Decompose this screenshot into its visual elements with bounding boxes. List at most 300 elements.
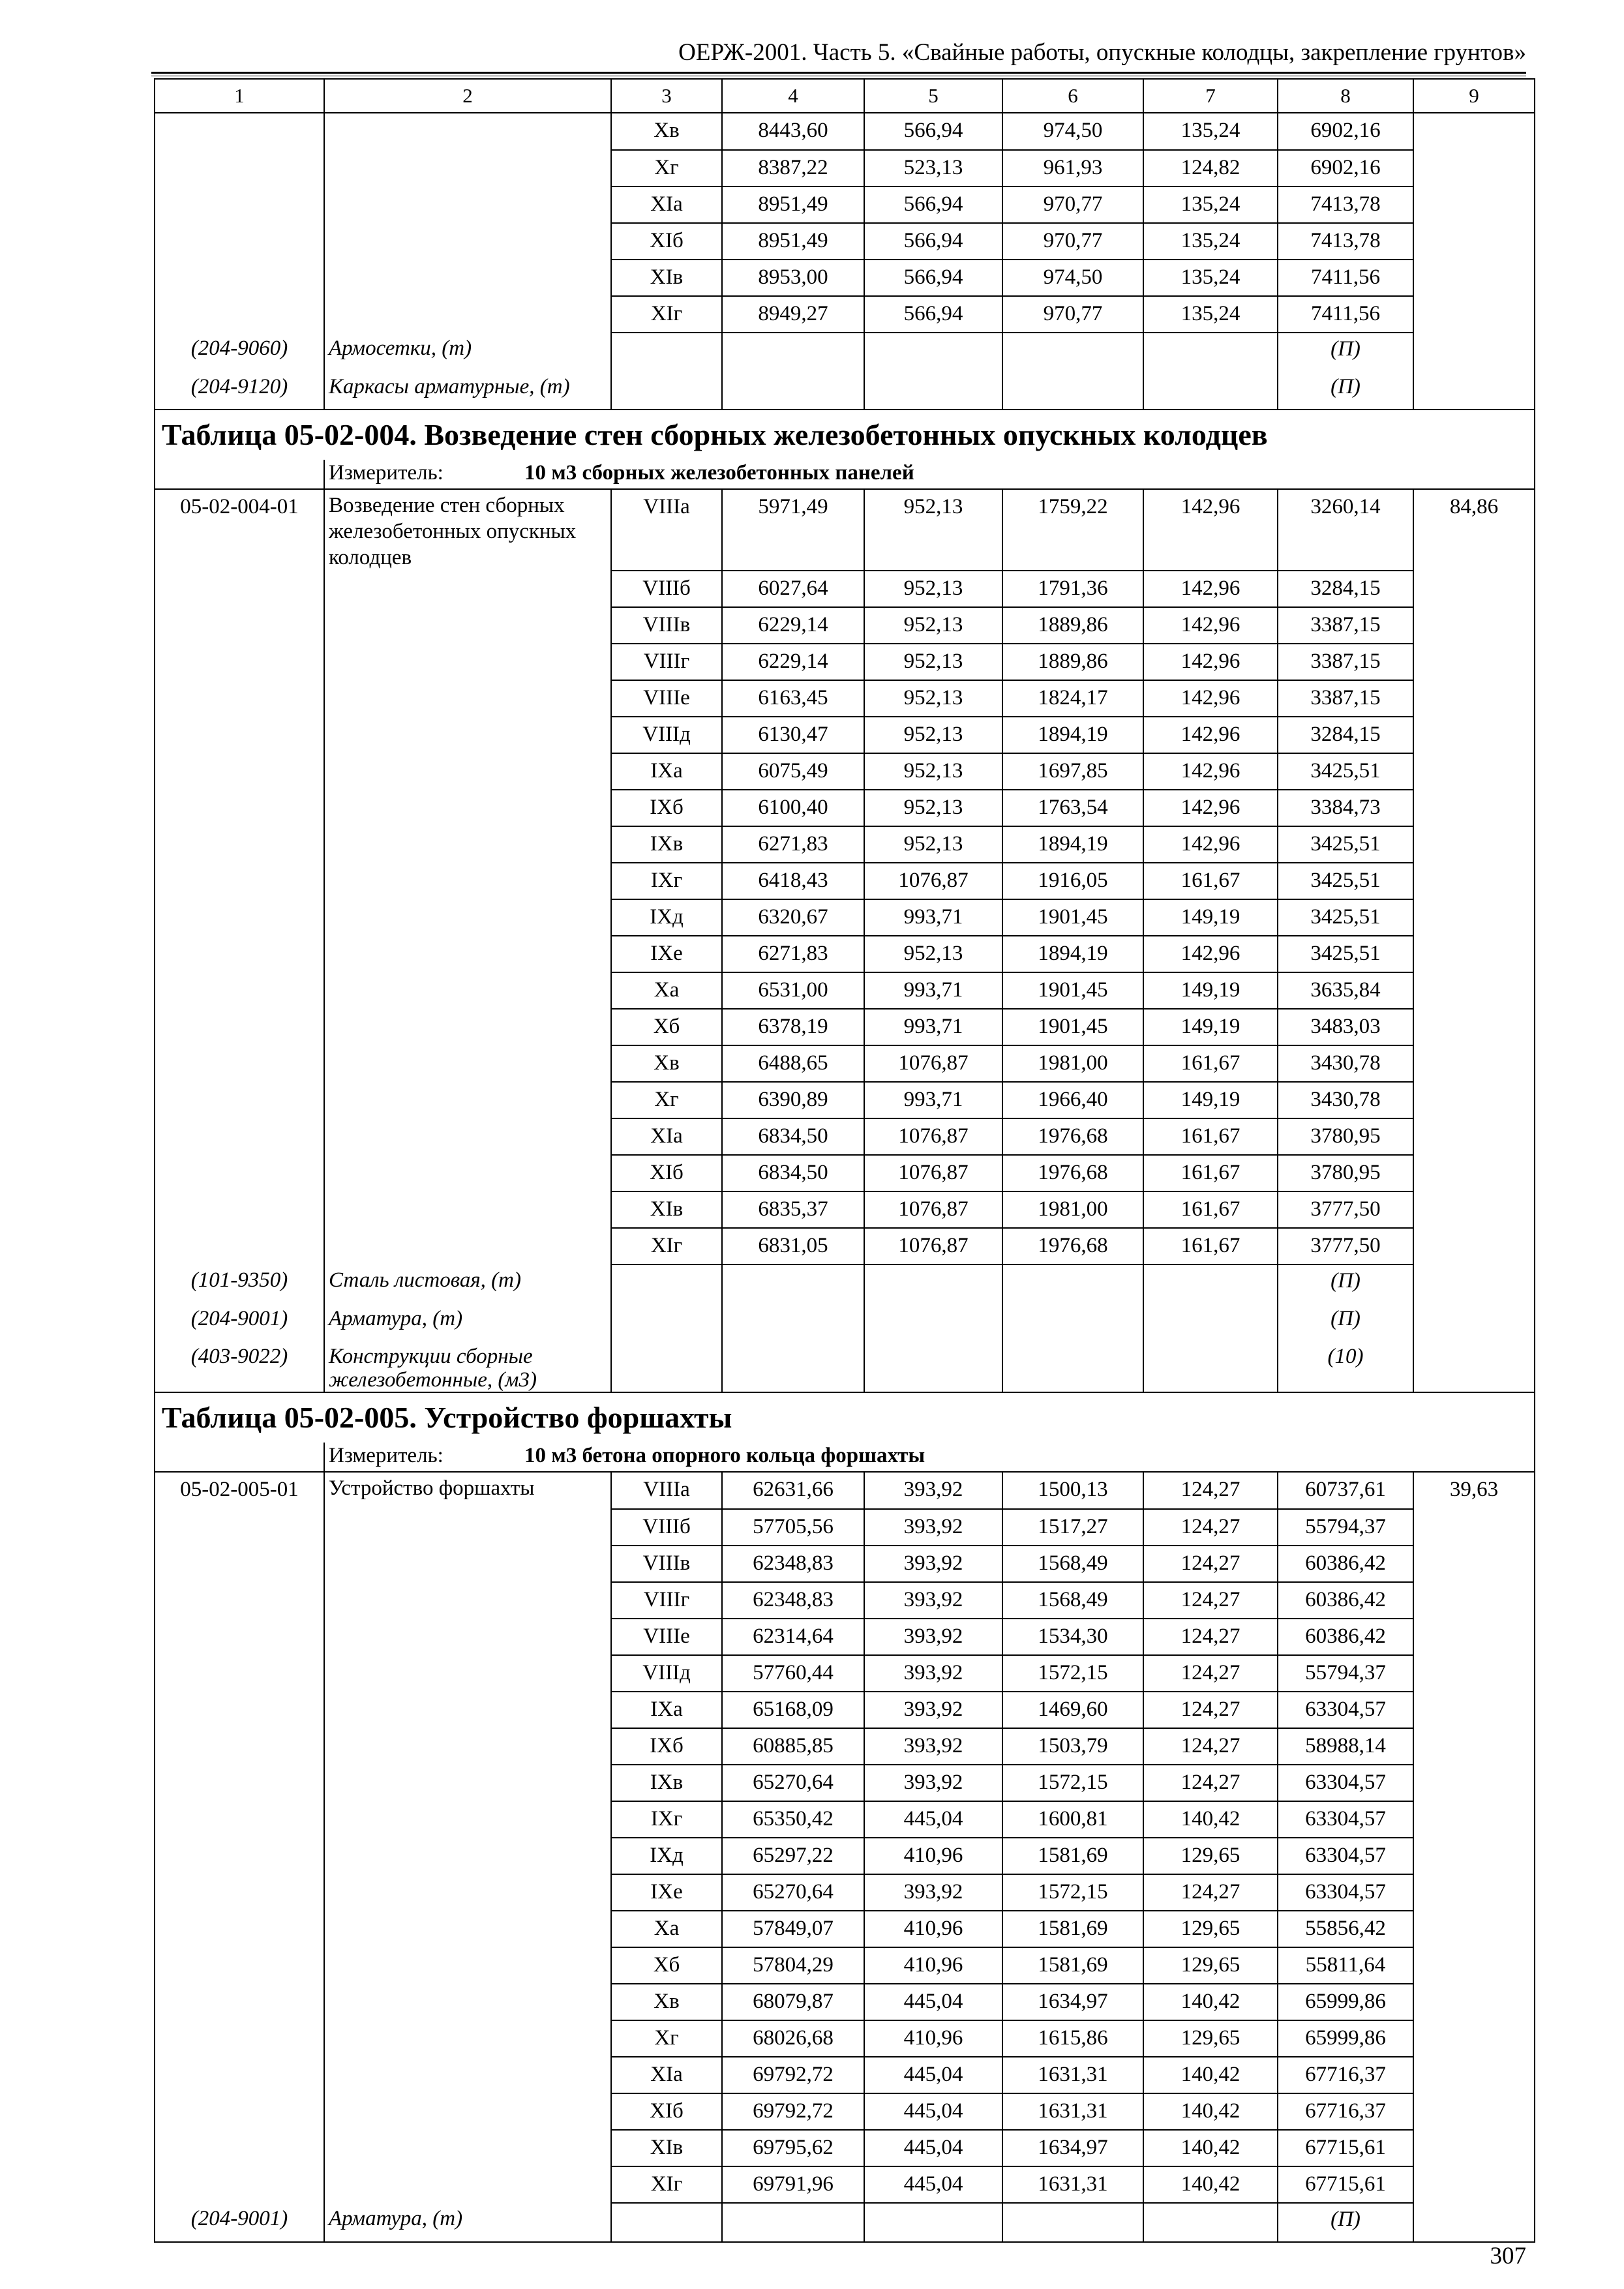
value-cell: 6229,14 [722,607,864,644]
value-cell: 124,27 [1143,1874,1278,1911]
unit-spacer [155,460,324,489]
column-number: 2 [324,79,611,113]
value-cell: 124,27 [1143,1509,1278,1546]
col9-cell [1413,972,1535,1009]
resource-value: (П) [1278,1264,1413,1303]
col9-cell [1413,1947,1535,1984]
column-number: 3 [611,79,722,113]
empty-cell [1002,333,1143,371]
rate-name-cell [324,113,611,150]
value-cell: Хв [611,1984,722,2020]
value-cell: 8953,00 [722,260,864,296]
value-cell: 124,27 [1143,1728,1278,1765]
table-title-row [155,1392,1535,1443]
rate-code-cell [155,1191,324,1228]
value-cell: ХIб [611,1155,722,1191]
table-row [155,1984,1535,2020]
value-cell: 952,13 [864,489,1002,571]
value-cell: 1076,87 [864,1118,1002,1155]
table-row [155,1655,1535,1692]
rate-name-cell [324,1655,611,1692]
value-cell: 1631,31 [1002,2093,1143,2130]
empty-cell [1143,1341,1278,1392]
value-cell: Хв [611,1045,722,1082]
value-cell: 3430,78 [1278,1045,1413,1082]
table-row [155,1472,1535,1509]
value-cell: 3425,51 [1278,753,1413,790]
resource-code: (403-9022) [155,1341,324,1392]
value-cell: 149,19 [1143,1082,1278,1118]
rate-code-cell [155,644,324,680]
column-number: 4 [722,79,864,113]
col9-cell: 39,63 [1413,1472,1535,1509]
rate-name-cell [324,717,611,753]
table-row [155,2166,1535,2203]
resource-code: (101-9350) [155,1264,324,1303]
value-cell: ХIа [611,1118,722,1155]
value-cell: 1469,60 [1002,1692,1143,1728]
rate-code-cell [155,863,324,899]
col9-cell [1413,1228,1535,1264]
value-cell: IХг [611,1801,722,1838]
value-cell: Хв [611,113,722,150]
value-cell: 57849,07 [722,1911,864,1947]
rate-code-cell [155,2130,324,2166]
table-row [155,1009,1535,1045]
value-cell: 5971,49 [722,489,864,571]
value-cell: 124,27 [1143,1472,1278,1509]
empty-cell [1413,1303,1535,1341]
value-cell: 135,24 [1143,223,1278,260]
rate-name-cell [324,972,611,1009]
table-row [155,1082,1535,1118]
col9-cell [1413,1582,1535,1619]
rate-code-cell [155,1118,324,1155]
value-cell: 135,24 [1143,260,1278,296]
value-cell: 129,65 [1143,1947,1278,1984]
value-cell: 124,27 [1143,1546,1278,1582]
column-number: 9 [1413,79,1535,113]
value-cell: 6834,50 [722,1155,864,1191]
resource-name: Конструкции сборные железобетонные, (м3) [324,1341,611,1392]
rate-name-cell [324,826,611,863]
value-cell: 3425,51 [1278,826,1413,863]
rate-name-cell [324,1947,611,1984]
value-cell: 952,13 [864,717,1002,753]
value-cell: 57760,44 [722,1655,864,1692]
rate-name-cell [324,1546,611,1582]
table-row [155,2057,1535,2093]
table-row [155,1619,1535,1655]
value-cell: 970,77 [1002,296,1143,333]
rate-name-cell [324,1582,611,1619]
value-cell: 69791,96 [722,2166,864,2203]
empty-cell [611,2203,722,2242]
rate-code-cell [155,1082,324,1118]
rate-name-cell [324,1984,611,2020]
empty-cell [1002,1264,1143,1303]
rate-code-cell [155,296,324,333]
value-cell: 65999,86 [1278,1984,1413,2020]
table-row [155,1765,1535,1801]
value-cell: 161,67 [1143,1155,1278,1191]
col9-cell [1413,1546,1535,1582]
resource-value: (П) [1278,2203,1413,2242]
rate-name-cell [324,2057,611,2093]
value-cell: 124,27 [1143,1619,1278,1655]
value-cell: 3425,51 [1278,899,1413,936]
value-cell: 124,27 [1143,1765,1278,1801]
table-row [155,571,1535,607]
value-cell: 1894,19 [1002,826,1143,863]
value-cell: 1894,19 [1002,717,1143,753]
value-cell: 67715,61 [1278,2130,1413,2166]
value-cell: 1916,05 [1002,863,1143,899]
col9-cell [1413,1911,1535,1947]
value-cell: 3430,78 [1278,1082,1413,1118]
value-cell: 65168,09 [722,1692,864,1728]
value-cell: 1503,79 [1002,1728,1143,1765]
value-cell: VIIIа [611,1472,722,1509]
value-cell: 8949,27 [722,296,864,333]
rate-code-cell [155,1692,324,1728]
value-cell: 993,71 [864,1009,1002,1045]
value-cell: 161,67 [1143,863,1278,899]
rate-code-cell: 05-02-005-01 [155,1472,324,1509]
table-row [155,2130,1535,2166]
value-cell: VIIIе [611,680,722,717]
value-cell: 6488,65 [722,1045,864,1082]
value-cell: 974,50 [1002,260,1143,296]
value-cell: 60737,61 [1278,1472,1413,1509]
rate-code-cell [155,680,324,717]
value-cell: 1976,68 [1002,1228,1143,1264]
table-row [155,2020,1535,2057]
empty-cell [864,2203,1002,2242]
col9-cell [1413,1838,1535,1874]
empty-cell [722,371,864,410]
value-cell: 1572,15 [1002,1874,1143,1911]
value-cell: 63304,57 [1278,1838,1413,1874]
value-cell: 1889,86 [1002,644,1143,680]
col9-cell [1413,571,1535,607]
value-cell: 1981,00 [1002,1191,1143,1228]
value-cell: 410,96 [864,1838,1002,1874]
value-cell: 1901,45 [1002,972,1143,1009]
value-cell: 55794,37 [1278,1509,1413,1546]
value-cell: 8443,60 [722,113,864,150]
value-cell: VIIIг [611,644,722,680]
value-cell: 393,92 [864,1582,1002,1619]
value-cell: 57804,29 [722,1947,864,1984]
value-cell: 129,65 [1143,1838,1278,1874]
rate-name-cell [324,1155,611,1191]
rate-code-cell [155,1509,324,1546]
value-cell: 3387,15 [1278,644,1413,680]
col9-cell [1413,644,1535,680]
rate-code-cell [155,1546,324,1582]
col9-cell: 84,86 [1413,489,1535,571]
col9-cell [1413,1765,1535,1801]
rate-code-cell [155,1838,324,1874]
table-row [155,1118,1535,1155]
empty-cell [1143,1303,1278,1341]
page-header: ОЕРЖ-2001. Часть 5. «Свайные работы, опускные колодцы, закрепление грунтов» [151,34,1526,74]
value-cell: 8951,49 [722,187,864,223]
value-cell: 1901,45 [1002,899,1143,936]
empty-cell [1413,333,1535,371]
table-row [155,936,1535,972]
rate-code-cell [155,1984,324,2020]
value-cell: 1634,97 [1002,2130,1143,2166]
value-cell: 410,96 [864,2020,1002,2057]
value-cell: 6835,37 [722,1191,864,1228]
value-cell: 6271,83 [722,936,864,972]
table-row [155,1692,1535,1728]
value-cell: 142,96 [1143,753,1278,790]
value-cell: 6100,40 [722,790,864,826]
value-cell: 3425,51 [1278,863,1413,899]
rate-name-cell [324,1765,611,1801]
col9-cell [1413,826,1535,863]
value-cell: 6378,19 [722,1009,864,1045]
table-title: Таблица 05-02-005. Устройство форшахты [155,1392,1535,1443]
value-cell: 1966,40 [1002,1082,1143,1118]
rate-name-cell [324,863,611,899]
value-cell: 55794,37 [1278,1655,1413,1692]
value-cell: 60885,85 [722,1728,864,1765]
unit-row [155,1443,1535,1472]
value-cell: 60386,42 [1278,1582,1413,1619]
value-cell: 142,96 [1143,571,1278,607]
value-cell: 62348,83 [722,1546,864,1582]
rate-name-cell [324,150,611,187]
table-title-row [155,410,1535,460]
value-cell: ХIг [611,2166,722,2203]
col9-cell [1413,936,1535,972]
value-cell: 1076,87 [864,863,1002,899]
rate-code-cell [155,2093,324,2130]
col9-cell [1413,1155,1535,1191]
value-cell: 1076,87 [864,1228,1002,1264]
col9-cell [1413,863,1535,899]
value-cell: 974,50 [1002,113,1143,150]
rate-code-cell [155,717,324,753]
rate-code-cell [155,1228,324,1264]
value-cell: ХIг [611,296,722,333]
empty-cell [1413,2203,1535,2242]
col9-cell [1413,260,1535,296]
col9-cell [1413,1728,1535,1765]
col9-cell [1413,753,1535,790]
value-cell: IХв [611,1765,722,1801]
value-cell: 124,27 [1143,1582,1278,1619]
column-number: 6 [1002,79,1143,113]
value-cell: IХб [611,790,722,826]
unit-cell [324,460,1535,489]
rate-name-cell [324,1118,611,1155]
unit-value: 10 м3 бетона опорного кольца форшахты [524,1444,925,1467]
value-cell: 60386,42 [1278,1546,1413,1582]
col9-cell [1413,1801,1535,1838]
table-row [155,1228,1535,1264]
rate-name-cell [324,644,611,680]
value-cell: ХIа [611,187,722,223]
value-cell: VIIIа [611,489,722,571]
resource-name: Арматура, (т) [324,2203,611,2242]
value-cell: 1076,87 [864,1155,1002,1191]
col9-cell [1413,1655,1535,1692]
value-cell: VIIIе [611,1619,722,1655]
value-cell: 1581,69 [1002,1911,1143,1947]
table-row [155,644,1535,680]
value-cell: 1568,49 [1002,1582,1143,1619]
resource-code: (204-9001) [155,1303,324,1341]
value-cell: 140,42 [1143,2130,1278,2166]
value-cell: Хг [611,1082,722,1118]
rate-code-cell [155,1947,324,1984]
value-cell: 129,65 [1143,2020,1278,2057]
value-cell: 3483,03 [1278,1009,1413,1045]
table-row [155,150,1535,187]
col9-cell [1413,2020,1535,2057]
resource-value: (10) [1278,1341,1413,1392]
table-row [155,296,1535,333]
value-cell: 970,77 [1002,187,1143,223]
value-cell: 3260,14 [1278,489,1413,571]
value-cell: 993,71 [864,1082,1002,1118]
value-cell: 1500,13 [1002,1472,1143,1509]
value-cell: 445,04 [864,1984,1002,2020]
value-cell: 952,13 [864,936,1002,972]
resource-row [155,1264,1535,1303]
rate-code-cell [155,753,324,790]
empty-cell [1143,2203,1278,2242]
table-row [155,1911,1535,1947]
value-cell: 135,24 [1143,113,1278,150]
unit-value: 10 м3 сборных железобетонных панелей [524,461,914,485]
value-cell: VIIIб [611,1509,722,1546]
value-cell: 135,24 [1143,187,1278,223]
value-cell: 1631,31 [1002,2057,1143,2093]
col9-cell [1413,1045,1535,1082]
value-cell: 161,67 [1143,1191,1278,1228]
value-cell: 63304,57 [1278,1801,1413,1838]
rate-name-cell [324,790,611,826]
value-cell: Хб [611,1947,722,1984]
value-cell: 1076,87 [864,1191,1002,1228]
value-cell: 69795,62 [722,2130,864,2166]
value-cell: 65350,42 [722,1801,864,1838]
value-cell: 3425,51 [1278,936,1413,972]
rate-name-cell [324,936,611,972]
table-row [155,1582,1535,1619]
table-row [155,826,1535,863]
value-cell: 952,13 [864,753,1002,790]
value-cell: 1791,36 [1002,571,1143,607]
value-cell: Ха [611,972,722,1009]
value-cell: ХIв [611,1191,722,1228]
value-cell: 140,42 [1143,1984,1278,2020]
table-row [155,187,1535,223]
empty-cell [1413,371,1535,410]
value-cell: 1763,54 [1002,790,1143,826]
value-cell: IХе [611,936,722,972]
value-cell: 410,96 [864,1947,1002,1984]
empty-cell [722,2203,864,2242]
col9-cell [1413,1009,1535,1045]
value-cell: 6418,43 [722,863,864,899]
value-cell: 140,42 [1143,2166,1278,2203]
value-cell: 393,92 [864,1692,1002,1728]
rates-table [154,78,1535,2243]
value-cell: 1759,22 [1002,489,1143,571]
value-cell: 149,19 [1143,972,1278,1009]
rate-code-cell [155,1582,324,1619]
col9-cell [1413,150,1535,187]
table-row [155,680,1535,717]
rate-code-cell [155,972,324,1009]
resource-value: (П) [1278,371,1413,410]
value-cell: 68026,68 [722,2020,864,2057]
rate-name-cell [324,1728,611,1765]
value-cell: 6027,64 [722,571,864,607]
rate-code-cell [155,1009,324,1045]
value-cell: 140,42 [1143,2057,1278,2093]
rate-name-cell [324,1801,611,1838]
column-number-row [155,79,1535,113]
unit-cell [324,1443,1535,1472]
rate-name-cell [324,899,611,936]
empty-cell [864,1264,1002,1303]
rate-code-cell [155,826,324,863]
value-cell: IХб [611,1728,722,1765]
rate-name-cell [324,571,611,607]
table-row [155,1546,1535,1582]
empty-cell [611,1264,722,1303]
rate-code-cell [155,150,324,187]
rate-name-cell [324,1619,611,1655]
value-cell: 445,04 [864,2166,1002,2203]
value-cell: 1631,31 [1002,2166,1143,2203]
table-row [155,1191,1535,1228]
rate-code-cell [155,571,324,607]
rate-name-cell [324,1191,611,1228]
empty-cell [611,1303,722,1341]
rate-name-cell [324,607,611,644]
value-cell: ХIв [611,260,722,296]
value-cell: 142,96 [1143,680,1278,717]
value-cell: 3777,50 [1278,1228,1413,1264]
empty-cell [611,371,722,410]
value-cell: 1889,86 [1002,607,1143,644]
rate-code-cell [155,1155,324,1191]
value-cell: 952,13 [864,680,1002,717]
resource-row [155,371,1535,410]
value-cell: 410,96 [864,1911,1002,1947]
rate-name-cell [324,1874,611,1911]
page-number: 307 [1490,2243,1526,2269]
col9-cell [1413,2057,1535,2093]
empty-cell [1002,1341,1143,1392]
rate-name-cell [324,1009,611,1045]
value-cell: 63304,57 [1278,1874,1413,1911]
value-cell: 6902,16 [1278,150,1413,187]
value-cell: ХIв [611,2130,722,2166]
value-cell: 69792,72 [722,2093,864,2130]
value-cell: 1581,69 [1002,1838,1143,1874]
value-cell: 393,92 [864,1874,1002,1911]
